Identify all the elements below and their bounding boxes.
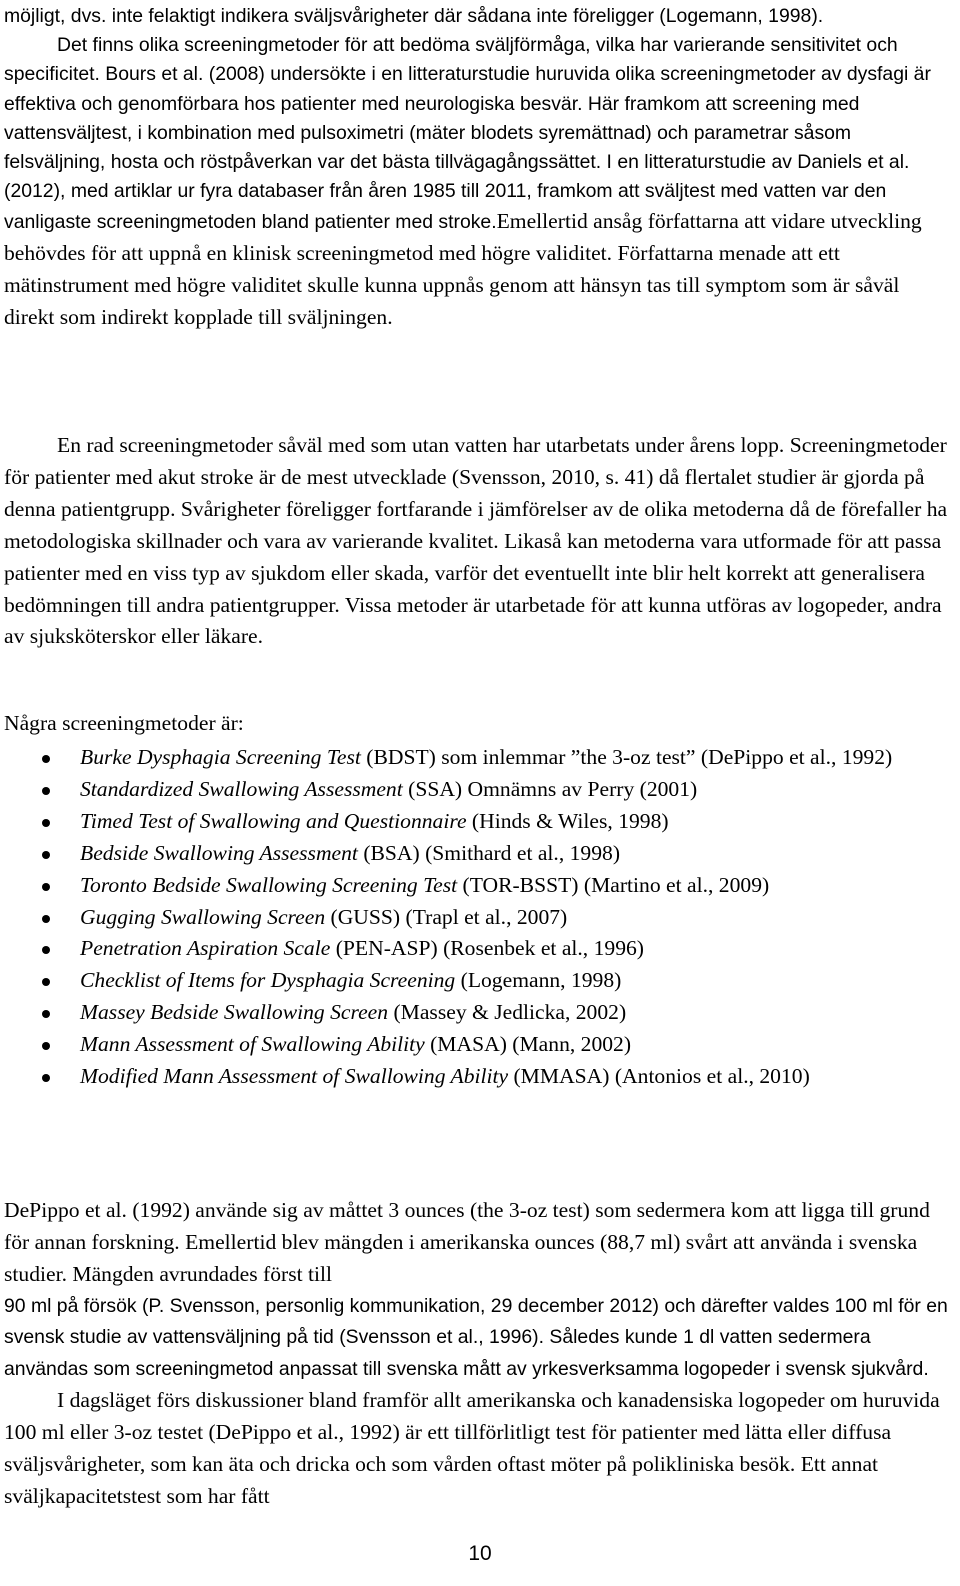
paragraph-screening-methods-sans: Det finns olika screeningmetoder för att bedöma sväljförmåga, vilka har varierande sensitivitet och specificitet. Bours et al. (2008) undersökte i en litteraturstudie huruvida olika screeningmetoder av dysfagi är effektiva och genomförbara hos patienter med neurologiska besvär. Här framkom att screening med vattensväljtest, i kombination med pulsoximetri (mäter blodets syremättnad) och parametrar såsom felsväljning, hosta och röstpåverkan var det bästa tillvägagångssättet. I en litteraturstudie av Daniels et al. (2012), med artiklar ur fyra databaser från åren 1985 till 2011, framkom att sväljtest med vatten var den vanligaste screeningmetoden bland patienter med stroke. [4, 34, 931, 234]
paragraph-intro-end: möjligt, dvs. inte felaktigt indikera sväljsvårigheter där sådana inte föreligger (Logemann, 1998). [4, 5, 824, 27]
paragraph-screening-methods-serif: Emellertid ansåg författarna att vidare utveckling behövdes för att uppnå en klinisk screeningmetod med högre validitet. Författarna menade att ett mätinstrument med högre validitet skulle kunna uppnås genom att hänsyn tas till symptom som är såväl direkt som indirekt kopplade till sväljningen. [4, 209, 922, 330]
page-number: 10 [468, 1542, 492, 1565]
paragraph-depippo-serif: DePippo et al. (1992) använde sig av måttet 3 ounces (the 3-oz test) som sedermera kom att ligga till grund för annan forskning. Emellertid blev mängden i amerikanska ounces (88,7 ml) svårt att använda i svenska studier. Mängden avrundades först till [4, 1198, 930, 1286]
text-section-depippo [4, 1195, 950, 1513]
method-name: Massey Bedside Swallowing Screen [80, 1000, 389, 1025]
list-item [4, 870, 950, 902]
bullet-icon [42, 787, 50, 795]
method-citation: (Logemann, 1998) [455, 968, 622, 993]
paragraph-idag: I dagsläget förs diskussioner bland framför allt amerikanska och kanadensiska logopeder om huruvida 100 ml eller 3-oz testet (DePippo et al., 1992) är ett tillförlitligt test för patienter med lätta eller diffusa sväljsvårigheter, som kan äta och dricka och som vården oftast möter på polikliniska besök. Ett annat sväljkapacitetstest som har fått [4, 1388, 940, 1508]
bullet-icon [42, 978, 50, 986]
method-citation: (Hinds & Wiles, 1998) [466, 808, 669, 833]
list-item [4, 997, 950, 1029]
method-citation: (MMASA) (Antonios et al., 2010) [508, 1064, 810, 1089]
method-citation: (SSA) Omnämns av Perry (2001) [402, 776, 698, 801]
method-citation: (TOR-BSST) (Martino et al., 2009) [457, 872, 770, 897]
method-name: Checklist of Items for Dysphagia Screening [80, 968, 456, 993]
list-item [4, 902, 950, 934]
list-item [4, 1029, 950, 1061]
method-name: Modified Mann Assessment of Swallowing Ability [80, 1064, 509, 1089]
list-item [4, 774, 950, 806]
bullet-icon [42, 946, 50, 954]
method-name: Burke Dysphagia Screening Test [80, 745, 361, 769]
method-citation: (MASA) (Mann, 2002) [424, 1032, 632, 1057]
paragraph-screening-methods [4, 31, 950, 334]
method-citation: (GUSS) (Trapl et al., 2007) [325, 904, 568, 929]
bullet-icon [42, 1074, 50, 1082]
paragraph-depippo-sans: 90 ml på försök (P. Svensson, personlig kommunikation, 29 december 2012) och därefter valdes 100 ml för en svensk studie av vattensväljning på tid (Svensson et al., 1996). Således kunde 1 dl vatten sedermera användas som screeningmetod anpassat till svenska mått av yrkesverksamma logopeder i svensk sjukvård. [4, 1294, 948, 1380]
method-name: Timed Test of Swallowing and Questionnaire [80, 808, 467, 833]
bullet-icon [42, 1042, 50, 1050]
method-citation: (BSA) (Smithard et al., 1998) [357, 840, 621, 865]
bullet-icon [42, 1010, 50, 1018]
list-intro-text: Några screeningmetoder är: [4, 711, 244, 735]
list-item [4, 1061, 950, 1093]
list-item [4, 933, 950, 965]
list-item [4, 838, 950, 870]
text-section-rad [4, 430, 950, 653]
method-name: Standardized Swallowing Assessment [80, 776, 403, 801]
screening-methods-list [4, 742, 950, 1093]
bullet-icon [42, 819, 50, 827]
method-name: Penetration Aspiration Scale [80, 936, 331, 961]
text-section-top [4, 2, 950, 334]
method-citation: (BDST) som inlemmar ”the 3-oz test” (DePippo et al., 1992) [360, 745, 893, 769]
method-citation: (PEN-ASP) (Rosenbek et al., 1996) [330, 936, 644, 961]
paragraph-rad: En rad screeningmetoder såväl med som utan vatten har utarbetats under årens lopp. Screeningmetoder för patienter med akut stroke är de mest utvecklade (Svensson, 2010, s. 41) då flertalet studier är gjorda på denna patientgrupp. Svårigheter föreligger fortfarande i jämförelser av de olika metoderna då de förefaller ha metodologiska skillnader och vara av varierande kvalitet. Likaså kan metoderna vara utformade för att passa patienter med en viss typ av sjukdom eller skada, varför det eventuellt inte blir helt korrekt att generalisera bedömningen till andra patientgrupper. Vissa metoder är utarbetade för att kunna utföras av logopeder, andra av sjuksköterskor eller läkare. [4, 433, 948, 649]
method-name: Gugging Swallowing Screen [80, 904, 326, 929]
bullet-icon [42, 915, 50, 923]
method-name: Toronto Bedside Swallowing Screening Test [80, 872, 458, 897]
bullet-icon [42, 851, 50, 859]
list-item [4, 965, 950, 997]
list-intro [4, 708, 950, 740]
method-citation: (Massey & Jedlicka, 2002) [388, 1000, 627, 1025]
list-item [4, 806, 950, 838]
bullet-icon [42, 883, 50, 891]
method-name: Bedside Swallowing Assessment [80, 840, 358, 865]
method-name: Mann Assessment of Swallowing Ability [80, 1032, 425, 1057]
list-item [4, 742, 950, 774]
bullet-icon [42, 755, 50, 763]
